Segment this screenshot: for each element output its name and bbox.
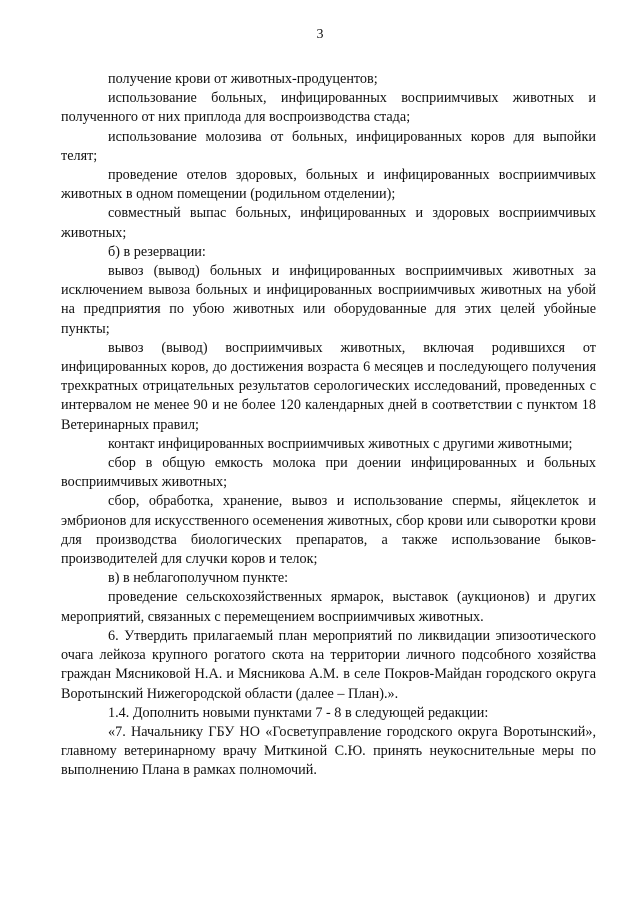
paragraph: сбор, обработка, хранение, вывоз и использование спермы, яйцеклеток и эмбрионов для искусственного осеменения животных, сбор крови или сыворотки крови для производства биологических препаратов, а также использование быков-производителей для случки коров и телок; xyxy=(61,493,596,568)
paragraph: совместный выпас больных, инфицированных и здоровых восприимчивых животных; xyxy=(61,205,596,241)
paragraph: вывоз (вывод) больных и инфицированных восприимчивых животных за исключением вывоза больных и инфицированных восприимчивых животных на убой на предприятия по убою животных или оборудованные для этих целей убойные пункты; xyxy=(61,263,596,337)
paragraph: использование больных, инфицированных восприимчивых животных и полученного от них приплода для воспроизводства стада; xyxy=(61,90,596,126)
section-label: в) в неблагополучном пункте: xyxy=(108,570,289,587)
paragraph: контакт инфицированных восприимчивых животных с другими животными; xyxy=(108,435,573,452)
numbered-paragraph: 1.4. Дополнить новыми пунктами 7 - 8 в следующей редакции: xyxy=(108,704,489,721)
paragraph: проведение сельскохозяйственных ярмарок, выставок (аукционов) и других мероприятий, связанных с перемещением восприимчивых животных. xyxy=(61,589,596,625)
numbered-paragraph: «7. Начальнику ГБУ НО «Госветуправление городского округа Воротынский», главному ветеринарному врачу Миткиной С.Ю. принять неукоснительные меры по выполнению Плана в рамках полномочий. xyxy=(61,723,596,779)
paragraph: проведение отелов здоровых, больных и инфицированных восприимчивых животных в одном помещении (родильном отделении); xyxy=(61,167,596,203)
paragraph: использование молозива от больных, инфицированных коров для выпойки телят; xyxy=(61,128,596,164)
paragraph: сбор в общую емкость молока при доении инфицированных и больных восприимчивых животных; xyxy=(61,455,596,491)
paragraph: вывоз (вывод) восприимчивых животных, включая родившихся от инфицированных коров, до достижения возраста 6 месяцев и последующего получения трехкратных отрицательных результатов серологических исследований, проведенных с интервалом не менее 90 и не более 120 календарных дней в соответствии с пунктом 18 Ветеринарных правил; xyxy=(61,339,596,433)
section-label: б) в резервации: xyxy=(108,243,206,260)
page-number: 3 xyxy=(316,27,324,42)
numbered-paragraph: 6. Утвердить прилагаемый план мероприятий по ликвидации эпизоотического очага лейкоза крупного рогатого скота на территории личного подсобного хозяйства граждан Мясниковой Н.А. и Мясникова А.М. в селе Покров-Майдан городского округа Воротынский Нижегородской области (далее – План).». xyxy=(61,627,596,702)
paragraph: получение крови от животных-продуцентов; xyxy=(108,71,378,87)
document-body xyxy=(61,70,596,781)
